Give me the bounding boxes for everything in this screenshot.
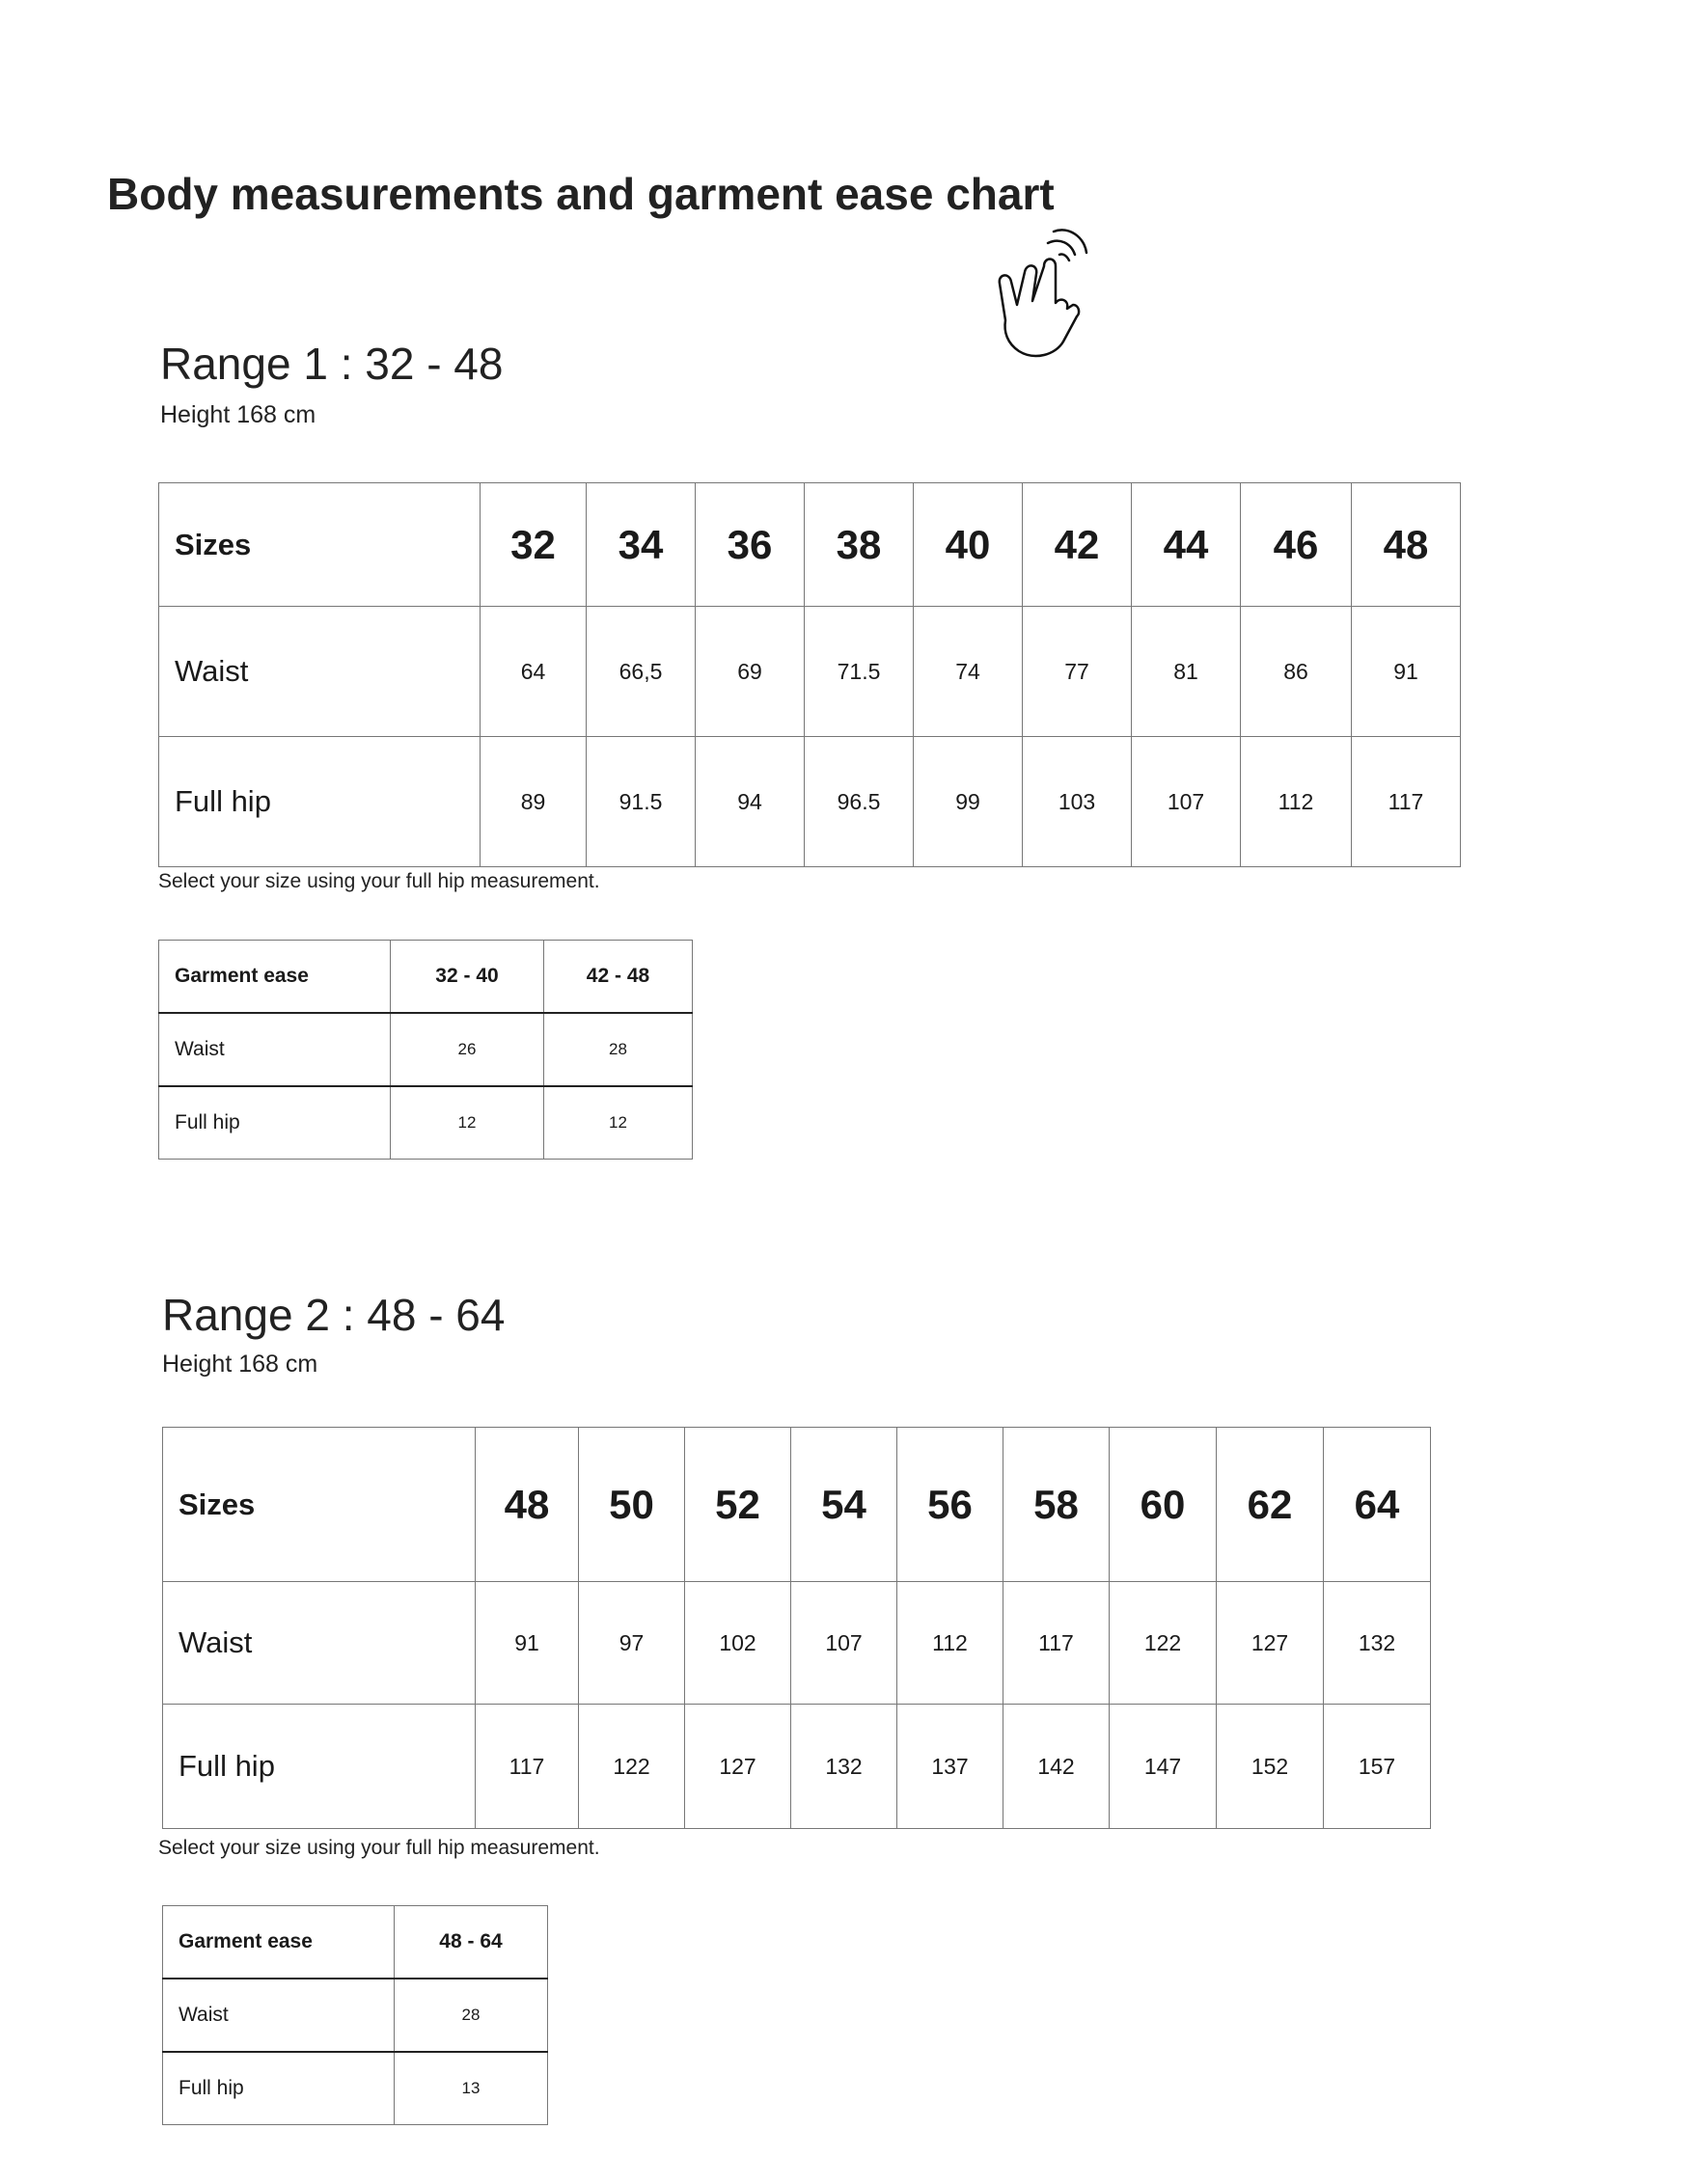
table-row <box>159 1013 693 1086</box>
value-cell: 91.5 <box>587 737 696 867</box>
value-cell: 127 <box>1217 1582 1324 1705</box>
ease-range-cell: 48 - 64 <box>395 1906 548 1979</box>
size-cell: 56 <box>897 1428 1003 1582</box>
size-cell: 48 <box>476 1428 579 1582</box>
value-cell: 91 <box>476 1582 579 1705</box>
range2-note: Select your size using your full hip measurement. <box>158 1837 600 1859</box>
value-cell: 127 <box>685 1705 791 1829</box>
size-cell: 46 <box>1241 483 1352 607</box>
size-cell: 64 <box>1324 1428 1431 1582</box>
size-cell: 58 <box>1003 1428 1110 1582</box>
garment-ease-label: Garment ease <box>159 941 391 1013</box>
range1-size-table <box>158 482 1461 867</box>
sizes-label: Sizes <box>159 483 481 607</box>
table-row <box>163 1705 1431 1829</box>
size-cell: 54 <box>791 1428 897 1582</box>
value-cell: 89 <box>481 737 587 867</box>
row-label-full-hip: Full hip <box>159 737 481 867</box>
size-cell: 48 <box>1352 483 1461 607</box>
value-cell: 152 <box>1217 1705 1324 1829</box>
sizes-label: Sizes <box>163 1428 476 1582</box>
value-cell: 142 <box>1003 1705 1110 1829</box>
range2-ease-table <box>162 1905 548 2125</box>
size-cell: 62 <box>1217 1428 1324 1582</box>
value-cell: 12 <box>544 1086 693 1160</box>
value-cell: 102 <box>685 1582 791 1705</box>
page-title: Body measurements and garment ease chart <box>107 169 1055 219</box>
size-cell: 34 <box>587 483 696 607</box>
range1-height: Height 168 cm <box>160 401 316 428</box>
row-label-waist: Waist <box>163 1979 395 2052</box>
ease-range-cell: 42 - 48 <box>544 941 693 1013</box>
row-label-waist: Waist <box>163 1582 476 1705</box>
range1-note: Select your size using your full hip measurement. <box>158 870 600 892</box>
row-label-full-hip: Full hip <box>163 1705 476 1829</box>
value-cell: 132 <box>791 1705 897 1829</box>
value-cell: 26 <box>391 1013 544 1086</box>
size-cell: 60 <box>1110 1428 1217 1582</box>
row-label-full-hip: Full hip <box>163 2052 395 2125</box>
value-cell: 107 <box>791 1582 897 1705</box>
value-cell: 13 <box>395 2052 548 2125</box>
size-cell: 52 <box>685 1428 791 1582</box>
value-cell: 64 <box>481 607 587 737</box>
size-cell: 38 <box>805 483 914 607</box>
value-cell: 71.5 <box>805 607 914 737</box>
row-label-waist: Waist <box>159 607 481 737</box>
value-cell: 28 <box>544 1013 693 1086</box>
garment-ease-label: Garment ease <box>163 1906 395 1979</box>
table-row <box>163 1979 548 2052</box>
table-row <box>163 1582 1431 1705</box>
value-cell: 112 <box>1241 737 1352 867</box>
table-header-row <box>159 941 693 1013</box>
size-cell: 32 <box>481 483 587 607</box>
value-cell: 137 <box>897 1705 1003 1829</box>
value-cell: 91 <box>1352 607 1461 737</box>
value-cell: 122 <box>1110 1582 1217 1705</box>
value-cell: 117 <box>476 1705 579 1829</box>
table-row <box>163 2052 548 2125</box>
size-cell: 40 <box>914 483 1023 607</box>
range2-height: Height 168 cm <box>162 1351 318 1378</box>
table-row <box>159 607 1461 737</box>
ease-range-cell: 32 - 40 <box>391 941 544 1013</box>
value-cell: 112 <box>897 1582 1003 1705</box>
size-cell: 44 <box>1132 483 1241 607</box>
size-cell: 50 <box>579 1428 685 1582</box>
value-cell: 122 <box>579 1705 685 1829</box>
value-cell: 103 <box>1023 737 1132 867</box>
value-cell: 96.5 <box>805 737 914 867</box>
value-cell: 12 <box>391 1086 544 1160</box>
value-cell: 97 <box>579 1582 685 1705</box>
value-cell: 69 <box>696 607 805 737</box>
hand-tap-icon <box>986 228 1092 368</box>
value-cell: 147 <box>1110 1705 1217 1829</box>
value-cell: 94 <box>696 737 805 867</box>
table-header-row <box>163 1428 1431 1582</box>
value-cell: 81 <box>1132 607 1241 737</box>
value-cell: 66,5 <box>587 607 696 737</box>
row-label-waist: Waist <box>159 1013 391 1086</box>
table-header-row <box>159 483 1461 607</box>
range1-ease-table <box>158 940 693 1160</box>
range2-title: Range 2 : 48 - 64 <box>162 1290 506 1340</box>
range1-title: Range 1 : 32 - 48 <box>160 339 504 389</box>
row-label-full-hip: Full hip <box>159 1086 391 1160</box>
size-cell: 42 <box>1023 483 1132 607</box>
value-cell: 157 <box>1324 1705 1431 1829</box>
value-cell: 86 <box>1241 607 1352 737</box>
value-cell: 28 <box>395 1979 548 2052</box>
value-cell: 117 <box>1352 737 1461 867</box>
value-cell: 74 <box>914 607 1023 737</box>
value-cell: 132 <box>1324 1582 1431 1705</box>
value-cell: 99 <box>914 737 1023 867</box>
value-cell: 77 <box>1023 607 1132 737</box>
value-cell: 107 <box>1132 737 1241 867</box>
table-header-row <box>163 1906 548 1979</box>
value-cell: 117 <box>1003 1582 1110 1705</box>
range2-size-table <box>162 1427 1431 1829</box>
table-row <box>159 737 1461 867</box>
size-cell: 36 <box>696 483 805 607</box>
table-row <box>159 1086 693 1160</box>
